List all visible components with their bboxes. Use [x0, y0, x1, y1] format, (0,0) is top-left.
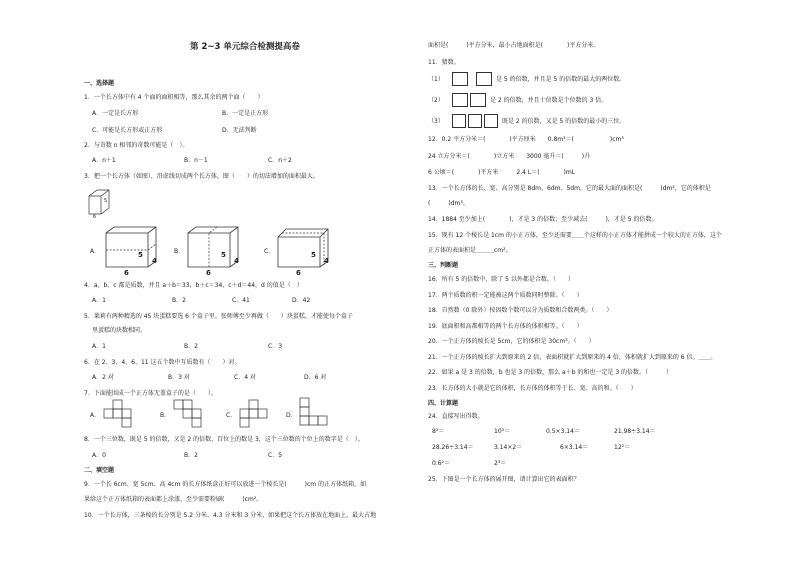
calc-3-1: 0.6²＝	[432, 460, 450, 467]
q1-option-d: D．无法判断	[222, 127, 257, 134]
q8-option-a: A．0	[92, 452, 106, 459]
calc-2-2: 3.14×2＝	[494, 444, 523, 451]
question-25: 25．下图是一个长方体的展开图，请计算出它的表面积？	[428, 476, 580, 483]
q11-2-box-b[interactable]	[470, 93, 486, 107]
q11-part-3-text: 既是 2 的倍数，又是 5 的倍数的最小的三位。	[502, 118, 626, 125]
q8-option-b: B．2	[184, 452, 198, 459]
q3-a-right: 4	[152, 257, 157, 265]
section-choice-heading: 一、选择题	[84, 80, 115, 87]
q11-part-1-text: 是 5 的倍数，并且是 5 的倍数的最大的两位数。	[496, 76, 626, 83]
question-1: 1．一个长方体中有 4 个面的面积相等，那么其余的两个面（ ）	[84, 94, 264, 101]
question-8: 8．一个三位数，既是 5 的倍数，又是 2 的倍数，百位上的数是 3，这个三位数的个位上的数字是（ ）。	[84, 436, 364, 443]
q6-option-b: B．3 对	[168, 374, 190, 381]
q3-c-bottom: 6	[296, 269, 301, 277]
question-19: 19．底面积和高都相等的两个长方体的体积相等。（ ）	[428, 323, 583, 330]
question-17: 17．两个质数的积一定能被这两个质数同时整除。（ ）	[428, 292, 583, 299]
q4-option-a: A．1	[92, 297, 106, 304]
q2-option-c: C．n＋2	[268, 157, 292, 164]
question-7: 7．下面能围成一个正方体无盖盒子的是（ ）。	[84, 390, 217, 397]
q3-b-side: 5	[221, 251, 226, 259]
q6-option-a: A．2 对	[92, 374, 114, 381]
q3-option-a-letter: A．	[90, 248, 101, 255]
question-9-line1: 9．一个长 6cm、宽 5cm、高 4cm 的长方体纸盒正好可以放进一个棱长是( )cm 的正方体纸箱，如	[84, 481, 367, 488]
q11-part-2-number: （2）	[428, 97, 444, 104]
q11-3-box-b[interactable]	[468, 114, 482, 128]
q1-option-c: C．可能是长方形或正方形	[92, 127, 163, 134]
question-9-line2: 果给这个正方体纸箱的表面都上涂漆，至少需要粉刷( )cm²。	[84, 496, 263, 503]
q5-option-a: A．1	[92, 343, 106, 350]
question-13-line2: ( )dm³。	[428, 200, 469, 207]
q2-option-a: A．n＋1	[92, 157, 116, 164]
q3-option-c-letter: C．	[264, 248, 275, 255]
q11-part-3-number: （3）	[428, 118, 444, 125]
q2-option-b: B．n－1	[184, 157, 208, 164]
question-22: 22．如果 a 是 3 的倍数，b 也是 3 的倍数，那么 a＋b 的和也一定是 3 的倍数。（ ）	[428, 369, 673, 376]
q11-1-box-a[interactable]	[452, 72, 468, 86]
q1-option-a: A．一定是长方形	[92, 110, 139, 117]
q4-option-c: C．41	[232, 297, 250, 304]
question-14: 14．1884 至少加上( )，才是 3 的倍数；至少减去( )，才是 5 的倍数。	[428, 216, 658, 223]
section-calc-heading: 四、计算题	[428, 400, 459, 407]
question-20: 20．一个正方体的棱长是 5cm，它的体积是 30cm³。（ ）	[428, 338, 595, 345]
question-3: 3．把一个长方体（如图），沿虚线切成两个长方体，图（ ）的切法增加的面积最大。	[84, 173, 319, 180]
q3-a-bottom: 6	[124, 269, 129, 277]
q11-part-1-number: （1）	[428, 76, 444, 83]
q7-net-d	[300, 398, 336, 430]
calc-2-1: 28.26÷3.14＝	[432, 444, 474, 451]
question-5-line1: 5．莱莉有两种精选的 45 块蛋糕要选 6 个盒子里。张师傅至少再做（ ）块蛋糕，才能使每个盒子	[84, 313, 353, 320]
question-16: 16．所有 5 的倍数中，除了 5 以外都是合数。（ ）	[428, 276, 574, 283]
question-2: 2．与奇数 n 相邻的奇数可能是（ ）。	[84, 142, 189, 149]
question-15-line2: 正方体的表面积是＿＿＿cm²。	[428, 247, 512, 254]
question-18: 18．自然数（0 除外）按因数个数可以分为质数和合数两类。（ ）	[428, 307, 613, 314]
question-21: 21．一个正方体的棱长扩大到原来的 2 倍，表面积就扩大到原来的 4 倍，体积就扩大到原来的 6 倍。＿＿。	[428, 354, 717, 361]
q3-c-side: 5	[311, 251, 316, 259]
question-13-line1: 13．一个长方体的长、宽、高分别是 8dm、6dm、5dm，它的最大面的面积是( )dm²，它的体积是	[428, 185, 711, 192]
calc-3-2: 2³＝	[494, 460, 507, 467]
question-4: 4．a、b、c 都是质数，并且 a＋b＝33，b＋c＝34，c＋d＝44，d 的值是（ ）	[84, 282, 303, 289]
q7-net-a	[104, 400, 140, 428]
page-title: 第 2~3 单元综合检测提高卷	[190, 42, 300, 52]
q7-option-a-letter: A．	[90, 412, 101, 419]
q4-option-d: D．42	[292, 297, 311, 304]
q3-option-b-letter: B．	[174, 248, 185, 255]
q3-b-right: 4	[234, 257, 239, 265]
q6-option-c: C．4 对	[234, 374, 256, 381]
q5-option-b: B．2	[184, 343, 198, 350]
question-6: 6．在 2、3、4、6、11 这五个数中互质数有（ ）对。	[84, 359, 241, 366]
q10-continued: 面积是( )平方分米，最小占地面积是( )平方分米。	[428, 42, 600, 49]
q11-3-box-a[interactable]	[452, 114, 466, 128]
calc-1-4: 21.98÷3.14＝	[614, 428, 656, 435]
question-23: 23．长方体的大小就是它的体积，长方体的体积等于长、宽、高的和。（ ）	[428, 385, 637, 392]
question-5-line2: 里蛋糕的块数相同。	[92, 327, 147, 334]
cuboid-label: 5	[104, 198, 108, 204]
q5-option-c: C．3	[268, 343, 283, 350]
calc-2-3: 6×3.14＝	[560, 444, 589, 451]
q4-option-b: B．2	[172, 297, 186, 304]
q11-2-box-a[interactable]	[452, 93, 468, 107]
calc-2-4: 12²＝	[614, 444, 631, 451]
question-12-line1: 12．0.2 平方分米＝( )平方厘米 0.8m³＝( )cm³	[428, 136, 624, 143]
q7-option-d-letter: D．	[286, 412, 297, 419]
calc-1-1: 8²＝	[432, 428, 445, 435]
q1-option-b: B．一定是正方形	[222, 110, 269, 117]
question-10: 10．一个长方体，三条棱的长分别是 5.2 分米、4.3 分米和 3 分米，如果把这个长方体放在地面上，最大占地	[84, 512, 377, 519]
question-15-line1: 15．现有 12 个棱长是 1cm 的小正方体，至少还需要＿＿个这样的小正方体才能拼成一个较大的正方体，这个	[428, 232, 722, 239]
q7-net-b	[174, 400, 210, 428]
section-fill-heading: 二、填空题	[84, 467, 115, 474]
q3-a-side: 5	[138, 251, 143, 259]
q3-b-bottom: 6	[206, 269, 211, 277]
question-12-line3: 6 公顷＝( )平方米 2.4 L＝( )mL	[428, 169, 576, 176]
q7-option-c-letter: C．	[226, 412, 237, 419]
q8-option-c: C．5	[268, 452, 283, 459]
q7-option-b-letter: B．	[160, 412, 171, 419]
calc-1-2: 10³＝	[494, 428, 511, 435]
section-judge-heading: 三、判断题	[428, 262, 459, 269]
q11-part-2-text: 是 2 的倍数，并且十位数是个位数的 3 倍。	[490, 97, 608, 104]
question-11: 11．猜数。	[428, 59, 460, 66]
q6-option-d: D．6 对	[304, 374, 327, 381]
q11-3-box-c[interactable]	[484, 114, 498, 128]
q7-net-c	[240, 400, 276, 428]
calc-1-3: 0.5×3.14＝	[546, 428, 580, 435]
q11-1-box-b[interactable]	[476, 72, 492, 86]
question-24: 24．直接写出得数。	[428, 413, 484, 420]
q3-c-right: 4	[324, 257, 329, 265]
question-12-line2: 24 立方分米＝( )立方米 3000 毫升＝( )升	[428, 153, 591, 160]
cuboid-bottom-label: 6	[93, 214, 97, 220]
